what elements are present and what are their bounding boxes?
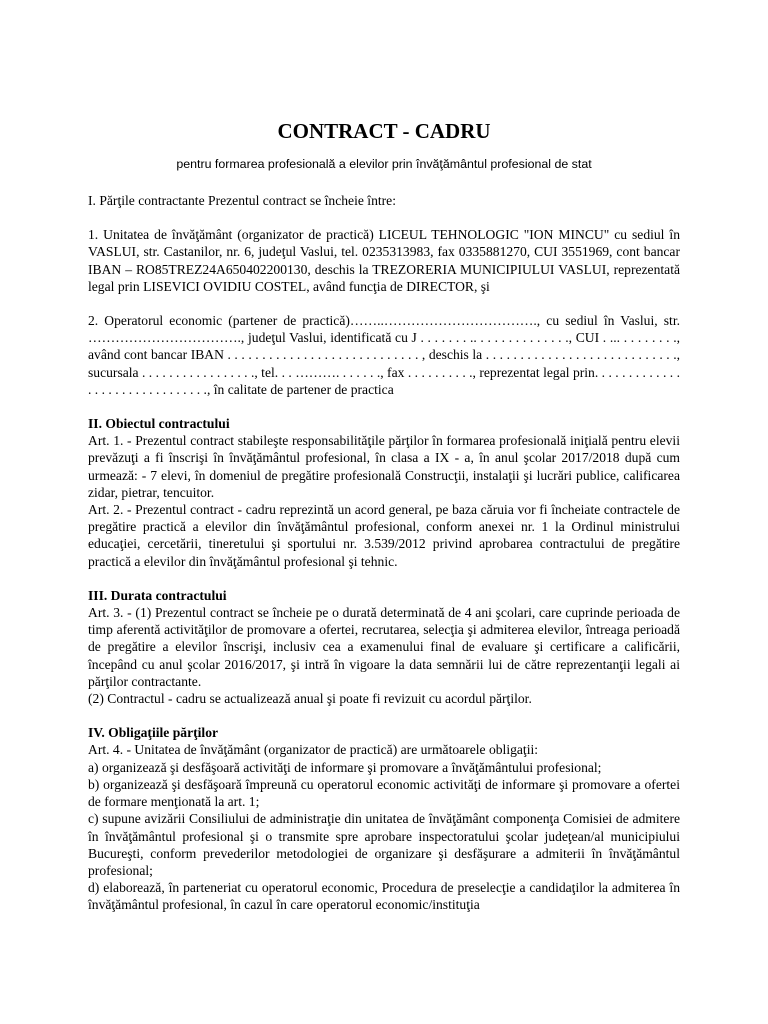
intro-paragraph: I. Părţile contractante Prezentul contract se încheie între: bbox=[88, 193, 396, 208]
list-item: b) organizează şi desfăşoară împreună cu operatorul economic activităţi de informare şi promovare a ofertei de formare menţionată la art. 1; bbox=[88, 776, 680, 810]
document-subtitle: pentru formarea profesională a elevilor prin învăţământul profesional de stat bbox=[176, 157, 592, 171]
article-paragraph: (2) Contractul - cadru se actualizează anual şi poate fi revizuit cu acordul părţilor. bbox=[88, 691, 532, 707]
list-item: d) elaborează, în parteneriat cu operatorul economic, Procedura de preselecţie a candidaţilor la admiterea în învăţământul profesional, în cazul în care operatorul economic/instituţia bbox=[88, 880, 680, 913]
section-duration bbox=[88, 587, 680, 707]
list-item: a) organizează şi desfăşoară activităţi de informare şi promovare a învăţământului profesional; bbox=[88, 759, 602, 775]
article-paragraph: Art. 1. - Prezentul contract stabileşte responsabilităţile părţilor în formarea profesională iniţială pentru elevii prevăzuţi a fi înscrişi în învăţământul profesional, în clasa a IX - a, în anul şcolar 2017/2018 după cum urmează: - 7 elevi, în domeniul de pregătire profesională Construcţii, instalaţii şi lucrări publice, calificarea zidar, pietrar, tencuitor. bbox=[88, 433, 680, 500]
section-obligations bbox=[88, 724, 680, 913]
document-page bbox=[88, 118, 680, 914]
section-heading: II. Obiectul contractului bbox=[88, 416, 230, 432]
section-heading: IV. Obligaţiile părţilor bbox=[88, 725, 219, 741]
section-object bbox=[88, 415, 680, 570]
section-heading: III. Durata contractului bbox=[88, 587, 227, 603]
party-2-paragraph: 2. Operatorul economic (partener de practică)……..……………………………., cu sediul în Vaslui, str. ……………………………., judeţul Vaslui, identificată cu J . . . . . . . .. . . . . . . . . . . . . ., CUI . ... . . . . . . . ., având cont bancar IBAN . . . . . . . . . . . . . . . . . . . . . . . . . . . . , deschis la . . . . . . . . . . . . . . . . . . . . . . . . . . . ., sucursala . . . . . . . . . . . . . . . . ., tel. . . ………. . . . . . ., fax . . . . . . . . . ., reprezentat legal prin. . . . . . . . . . . . . . . . . . . . . . . . . . . . . . ., în calitate de partener de practica bbox=[88, 313, 680, 397]
list-item: c) supune avizării Consiliului de administraţie din unitatea de învăţământ componenţa Comisiei de admitere în învăţământul profesional şi o transmite spre aprobare inspectoratului şcolar judeţean/al municipiului Bucureşti, conform prevederilor metodologiei de organizare şi desfăşurare a admiterii în învăţământul profesional; bbox=[88, 811, 680, 878]
article-paragraph: Art. 2. - Prezentul contract - cadru reprezintă un acord general, pe baza căruia vor fi încheiate contractele de pregătire practică a elevilor din învăţământul profesional, conform anexei nr. 1 la Ordinul ministrului educaţiei, cercetării, tineretului şi sportului nr. 3.539/2012 privind aprobarea contractului de pregătire practică a elevilor din învăţământul profesional şi tehnic. bbox=[88, 502, 680, 569]
article-paragraph: Art. 4. - Unitatea de învăţământ (organizator de practică) are următoarele obligaţii: bbox=[88, 742, 539, 758]
document-title: CONTRACT - CADRU bbox=[277, 119, 491, 143]
article-paragraph: Art. 3. - (1) Prezentul contract se încheie pe o durată determinată de 4 ani şcolari, care cuprinde perioada de timp aferentă activităţilor de promovare a ofertei, recrutarea, selecţia şi admiterea elevilor, întreaga perioadă de pregătire a elevilor înscrişi, inclusiv cea a examenului final de evaluare şi certificare a calificării, începând cu anul şcolar 2016/2017, şi intră în vigoare la data semnării lui de către reprezentanţii legali ai părţilor contractante. bbox=[88, 605, 680, 689]
party-1-paragraph: 1. Unitatea de învăţământ (organizator de practică) LICEUL TEHNOLOGIC "ION MINCU" cu sediul în VASLUI, str. Castanilor, nr. 6, judeţul Vaslui, tel. 0235313983, fax 0335881270, CUI 3551969, cont bancar IBAN – RO85TREZ24A650402200130, deschis la TREZORERIA MUNICIPIULUI VASLUI, reprezentată legal prin LISEVICI OVIDIU COSTEL, având funcţia de DIRECTOR, şi bbox=[88, 227, 680, 294]
